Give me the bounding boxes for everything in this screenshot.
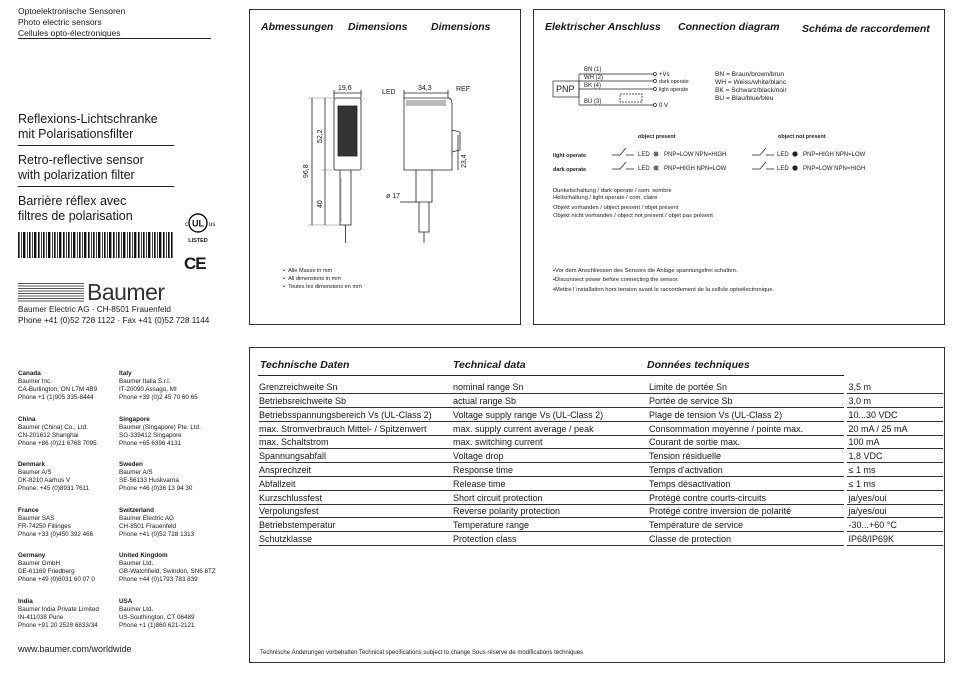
tech-cell-de: Kurzschlussfest bbox=[259, 490, 453, 504]
contact-country: Singapore bbox=[119, 415, 150, 423]
contact-country: Italy bbox=[119, 370, 132, 377]
logo-stripes bbox=[18, 283, 84, 303]
contact-company: Baumer SAS bbox=[18, 514, 55, 522]
tech-cell-en: Protection class bbox=[453, 532, 649, 546]
warning-en: •Disconnect power before connecting the sensor. bbox=[553, 277, 679, 284]
tech-cell-fr: Protégé contre inversion de polarité bbox=[649, 504, 845, 518]
contact-addr: FR-74250 Fillinges bbox=[18, 522, 71, 530]
contact-phone: Phone +46 (0)36 13 94 30 bbox=[119, 485, 193, 493]
contact-entry bbox=[119, 416, 201, 448]
tech-cell-val: ja/yes/oui bbox=[845, 504, 943, 518]
dim-cable: 40 bbox=[317, 200, 324, 208]
state-light-present: PNP=LOW NPN=HIGH bbox=[664, 152, 727, 158]
website-link[interactable]: www.baumer.com/worldwide bbox=[18, 644, 132, 654]
tech-cell-fr: Température de service bbox=[649, 518, 845, 532]
contact-company: Baumer (Singapore) Pte. Ltd. bbox=[119, 423, 201, 431]
tech-cell-en: Short circuit protection bbox=[453, 490, 649, 504]
object-note-absent: Objekt nicht vorhanden / object not present / objet pas présent bbox=[553, 212, 713, 219]
contact-addr: IN-411038 Pune bbox=[18, 613, 64, 621]
tech-cell-fr: Classe de protection bbox=[649, 532, 845, 546]
legend-bn: BN = Braun/brown/brun bbox=[715, 71, 785, 78]
tech-cell-val: -30...+60 °C bbox=[845, 518, 943, 532]
mode-notes bbox=[553, 188, 713, 220]
title-fr bbox=[18, 194, 133, 224]
contact-country: United Kingdom bbox=[119, 552, 168, 559]
wire-bn: BN (1) bbox=[584, 67, 602, 73]
dim-height-total: 96,8 bbox=[303, 164, 310, 178]
dim-ref: REF bbox=[456, 86, 470, 93]
divider bbox=[18, 145, 174, 146]
tech-cell-val: ≤ 1 ms bbox=[845, 463, 943, 477]
contact-addr: SG-339412 Singapore bbox=[119, 431, 182, 439]
tech-cell-val: 1,8 VDC bbox=[845, 449, 943, 463]
svg-text:us: us bbox=[209, 222, 216, 228]
contact-phone: Phone +44 (0)1793 783 839 bbox=[119, 576, 198, 584]
contact-country: France bbox=[18, 506, 39, 514]
tech-row bbox=[259, 394, 943, 408]
contact-country: Sweden bbox=[119, 461, 143, 468]
tech-row bbox=[259, 477, 943, 491]
dark-operate-label: dark operate bbox=[553, 167, 587, 173]
note-fr: • Toutes les dimensions en mm bbox=[283, 284, 362, 290]
legend-wh: WH = Weiss/white/blanc bbox=[715, 79, 787, 86]
contact-entry bbox=[18, 507, 93, 539]
wire-bu: BU (3) bbox=[584, 99, 602, 105]
dimensions-heading-en: Dimensions bbox=[348, 21, 408, 33]
baumer-logo: Baumer bbox=[87, 279, 165, 305]
contact-country: Canada bbox=[18, 370, 41, 377]
contact-phone: Phone +65 6396 4131 bbox=[119, 439, 182, 447]
tech-cell-de: Betriebsreichweite Sb bbox=[259, 394, 453, 408]
contact-phone: Phone +91 20 2528 6833/34 bbox=[18, 621, 98, 629]
contact-country: USA bbox=[119, 597, 133, 605]
legend-bk: BK = Schwarz/black/noir bbox=[715, 87, 787, 94]
terminal-vs: +Vs bbox=[659, 72, 670, 78]
tech-cell-de: max. Stromverbrauch Mittel- / Spitzenwert bbox=[259, 421, 453, 435]
tech-cell-de: Schutzklasse bbox=[259, 532, 453, 546]
title-en-line1: Retro-reflective sensor bbox=[18, 153, 144, 167]
legend-bu: BU = Blau/blue/bleu bbox=[715, 95, 774, 102]
contact-entry bbox=[119, 598, 195, 630]
tech-cell-fr: Temps désactivation bbox=[649, 477, 845, 491]
divider bbox=[18, 186, 174, 187]
technical-data-table bbox=[259, 380, 943, 546]
tech-cell-val: 100 mA bbox=[845, 435, 943, 449]
tech-cell-en: Temperature range bbox=[453, 518, 649, 532]
tech-row bbox=[259, 449, 943, 463]
contact-entry bbox=[18, 416, 97, 448]
ul-listed-mark bbox=[182, 212, 218, 242]
tech-cell-en: Voltage drop bbox=[453, 449, 649, 463]
dimension-notes bbox=[283, 267, 362, 291]
contact-company: Baumer Ltd. bbox=[119, 560, 154, 568]
tech-cell-val: ≤ 1 ms bbox=[845, 477, 943, 491]
contact-company: Baumer GmbH bbox=[18, 560, 60, 568]
title-fr-line1: Barrière réflex avec bbox=[18, 194, 127, 208]
title-de-line1: Reflexions-Lichtschranke bbox=[18, 112, 158, 126]
dim-depth: 34,3 bbox=[418, 85, 432, 92]
contact-country: Denmark bbox=[18, 461, 45, 468]
contact-country: Germany bbox=[18, 552, 46, 559]
light-operate-label: light operate bbox=[553, 153, 587, 159]
technical-data-panel bbox=[249, 347, 945, 663]
title-de bbox=[18, 112, 158, 142]
tech-row bbox=[259, 380, 943, 394]
tech-cell-de: Verpolungsfest bbox=[259, 504, 453, 518]
led-label: LED bbox=[638, 152, 650, 158]
divider bbox=[18, 38, 211, 39]
dimensions-panel bbox=[249, 9, 521, 325]
contact-company: Baumer Electric AG bbox=[119, 514, 174, 522]
contact-company: Baumer Ltd. bbox=[119, 605, 154, 613]
company-phone: Phone +41 (0)52 728 1122 · Fax +41 (0)52 728 1144 bbox=[18, 315, 210, 325]
tech-cell-fr: Consommation moyenne / pointe max. bbox=[649, 421, 845, 435]
company-info bbox=[18, 305, 209, 326]
tech-cell-de: Ansprechzeit bbox=[259, 463, 453, 477]
pnp-label: PNP bbox=[556, 84, 575, 94]
tech-cell-en: max. switching current bbox=[453, 435, 649, 449]
contact-phone: Phone +41 (0)52 728 1313 bbox=[119, 530, 195, 538]
category-block bbox=[18, 6, 125, 39]
contact-phone: Phone +1 (1)905 335-8444 bbox=[18, 394, 94, 402]
connection-heading-en: Connection diagram bbox=[678, 21, 780, 33]
terminal-light: light operate bbox=[659, 87, 689, 93]
connection-heading-fr: Schéma de raccordement bbox=[802, 23, 930, 35]
tech-cell-fr: Limite de portée Sn bbox=[649, 380, 845, 394]
tech-footnote: Technische Änderungen vorbehalten Technical specifications subject to change Sous réserve de modifications techniques bbox=[260, 650, 584, 656]
contact-entry bbox=[18, 461, 89, 493]
contact-company: Baumer Italia S.r.l. bbox=[119, 378, 171, 386]
led-label: LED bbox=[777, 166, 789, 172]
tech-cell-fr: Protégé contre courts-circuits bbox=[649, 490, 845, 504]
svg-text:UL: UL bbox=[192, 218, 204, 229]
wire-wh: WH (2) bbox=[584, 75, 603, 81]
company-address: Baumer Electric AG · CH-8501 Frauenfeld bbox=[18, 305, 171, 314]
tech-cell-de: Spannungsabfall bbox=[259, 449, 453, 463]
title-en-line2: with polarization filter bbox=[18, 168, 135, 182]
tech-row bbox=[259, 421, 943, 435]
state-light-absent: PNP=HIGH NPN=LOW bbox=[803, 152, 866, 158]
contact-country: Switzerland bbox=[119, 506, 154, 514]
contact-entry bbox=[119, 552, 216, 584]
tech-cell-en: Reverse polarity protection bbox=[453, 504, 649, 518]
svg-text:c: c bbox=[185, 222, 188, 228]
tech-row bbox=[259, 518, 943, 532]
barcode-image bbox=[18, 232, 173, 258]
dim-diameter: ø 17 bbox=[386, 193, 401, 200]
safety-warnings bbox=[553, 267, 774, 295]
contact-entry bbox=[18, 370, 97, 402]
tech-cell-val: 3,5 m bbox=[845, 380, 943, 394]
tech-cell-fr: Portée de service Sb bbox=[649, 394, 845, 408]
title-de-line2: mit Polarisationsfilter bbox=[18, 127, 134, 141]
contact-addr: GB-Watchfield, Swindon, SN6 8TZ bbox=[119, 568, 216, 576]
terminal-0v: 0 V bbox=[659, 103, 669, 109]
tech-cell-en: nominal range Sn bbox=[453, 380, 649, 394]
contact-entry bbox=[119, 461, 192, 493]
tech-heading-fr: Données techniques bbox=[647, 359, 750, 371]
contact-addr: DE-61169 Friedberg bbox=[18, 568, 75, 576]
contact-country: China bbox=[18, 415, 36, 423]
mode-note-light: Hellschaltung / light operate / com. claire bbox=[553, 195, 658, 202]
dimensions-heading-fr: Dimensions bbox=[431, 21, 491, 33]
category-fr: Cellules opto-électroniques bbox=[18, 28, 121, 38]
tech-cell-de: Grenzreichweite Sn bbox=[259, 380, 453, 394]
contact-entry bbox=[18, 552, 95, 584]
object-present-label: object present bbox=[638, 134, 676, 140]
dim-height-body: 52,2 bbox=[317, 129, 324, 143]
tech-cell-val: 20 mA / 25 mA bbox=[845, 421, 943, 435]
dim-optic: 23,4 bbox=[461, 154, 468, 168]
tech-cell-val: 10...30 VDC bbox=[845, 408, 943, 422]
contact-addr: SE-56133 Huskvarna bbox=[119, 477, 179, 485]
contact-phone: Phone +33 (0)450 392 466 bbox=[18, 530, 94, 538]
led-label: LED bbox=[638, 166, 650, 172]
wire-bk: BK (4) bbox=[584, 83, 602, 89]
contact-entry bbox=[119, 370, 198, 402]
tech-cell-de: Abfallzeit bbox=[259, 477, 453, 491]
tech-row bbox=[259, 463, 943, 477]
led-label: LED bbox=[777, 152, 789, 158]
connection-panel bbox=[533, 9, 945, 325]
tech-heading-de: Technische Daten bbox=[260, 359, 350, 371]
tech-row bbox=[259, 435, 943, 449]
tech-cell-en: Response time bbox=[453, 463, 649, 477]
object-absent-label: object not present bbox=[778, 134, 826, 140]
contact-company: Baumer (China) Co., Ltd. bbox=[18, 423, 88, 431]
category-en: Photo electric sensors bbox=[18, 17, 102, 27]
contact-company: Baumer Inc. bbox=[18, 378, 52, 386]
tech-cell-de: Betriebsspannungsbereich Vs (UL-Class 2) bbox=[259, 408, 453, 422]
contact-addr: CH-8501 Frauenfeld bbox=[119, 522, 177, 530]
tech-cell-fr: Plage de tension Vs (UL-Class 2) bbox=[649, 408, 845, 422]
tech-cell-fr: Tension résiduelle bbox=[649, 449, 845, 463]
contact-phone: Phone +86 (0)21 6768 7095 bbox=[18, 439, 97, 447]
contact-phone: Phone +49 (0)6031 60 07 0 bbox=[18, 576, 95, 584]
dim-width: 19,6 bbox=[338, 85, 352, 92]
contact-company: Baumer A/S bbox=[18, 469, 52, 477]
contact-entry bbox=[18, 598, 99, 630]
connection-heading-de: Elektrischer Anschluss bbox=[545, 21, 661, 33]
contact-phone: Phone: +45 (0)8931 7611 bbox=[18, 485, 90, 493]
contact-addr: US-Southington, CT 06489 bbox=[119, 613, 195, 621]
tech-cell-val: IP68/IP69K bbox=[845, 532, 943, 546]
dimensions-heading-de: Abmessungen bbox=[261, 21, 334, 33]
contact-addr: DK-8210 Aarhus V bbox=[18, 477, 71, 485]
tech-cell-en: actual range Sb bbox=[453, 394, 649, 408]
tech-cell-de: Betriebstemperatur bbox=[259, 518, 453, 532]
ul-listed-label: LISTED bbox=[188, 238, 208, 244]
ce-mark: CE bbox=[184, 254, 206, 273]
note-en: • All dimensions in mm bbox=[283, 276, 341, 282]
state-dark-absent: PNP=LOW NPN=HIGH bbox=[803, 166, 866, 172]
note-de: • Alle Masse in mm bbox=[283, 268, 333, 274]
tech-row bbox=[259, 408, 943, 422]
contact-entry bbox=[119, 507, 194, 539]
warning-de: •Vor dem Anschliessen des Sensors die Anlage spannungsfrei schalten. bbox=[553, 268, 738, 274]
contact-country: India bbox=[18, 597, 33, 605]
dim-led: LED bbox=[382, 89, 396, 96]
title-fr-line2: filtres de polarisation bbox=[18, 209, 133, 223]
contact-addr: IT-20090 Assago, MI bbox=[119, 386, 177, 394]
divider bbox=[258, 375, 844, 376]
tech-cell-en: max. supply current average / peak bbox=[453, 421, 649, 435]
tech-cell-fr: Courant de sortie max. bbox=[649, 435, 845, 449]
object-note-present: Objekt vorhanden / object present / objet présent bbox=[553, 205, 679, 212]
tech-cell-val: 3,0 m bbox=[845, 394, 943, 408]
terminal-dark: dark operate bbox=[659, 79, 689, 85]
warning-fr: •Mettre l´installation hors tension avant le raccordement de la cellule optoélectronique. bbox=[553, 286, 775, 293]
category-de: Optoelektronische Sensoren bbox=[18, 6, 126, 16]
tech-cell-en: Release time bbox=[453, 477, 649, 491]
tech-heading-en: Technical data bbox=[453, 359, 526, 371]
mode-note-dark: Dunkelschaltung / dark operate / com. sombre bbox=[553, 188, 672, 194]
tech-row bbox=[259, 532, 943, 546]
tech-row bbox=[259, 504, 943, 518]
contact-addr: CA-Burlington, ON L7M 4B9 bbox=[18, 386, 98, 394]
title-en bbox=[18, 153, 144, 183]
tech-cell-val: ja/yes/oui bbox=[845, 490, 943, 504]
contact-phone: Phone +39 (0)2 45 70 60 65 bbox=[119, 394, 198, 402]
contact-phone: Phone +1 (1)860 621-2121 bbox=[119, 621, 195, 629]
tech-cell-en: Voltage supply range Vs (UL-Class 2) bbox=[453, 408, 649, 422]
contact-company: Baumer A/S bbox=[119, 469, 153, 477]
contact-company: Baumer India Private Limited bbox=[18, 605, 99, 613]
contact-addr: CN-201612 Shanghai bbox=[18, 431, 79, 439]
tech-row bbox=[259, 490, 943, 504]
tech-cell-fr: Temps d'activation bbox=[649, 463, 845, 477]
state-dark-present: PNP=HIGH NPN=LOW bbox=[664, 166, 727, 172]
tech-cell-de: max. Schaltstrom bbox=[259, 435, 453, 449]
